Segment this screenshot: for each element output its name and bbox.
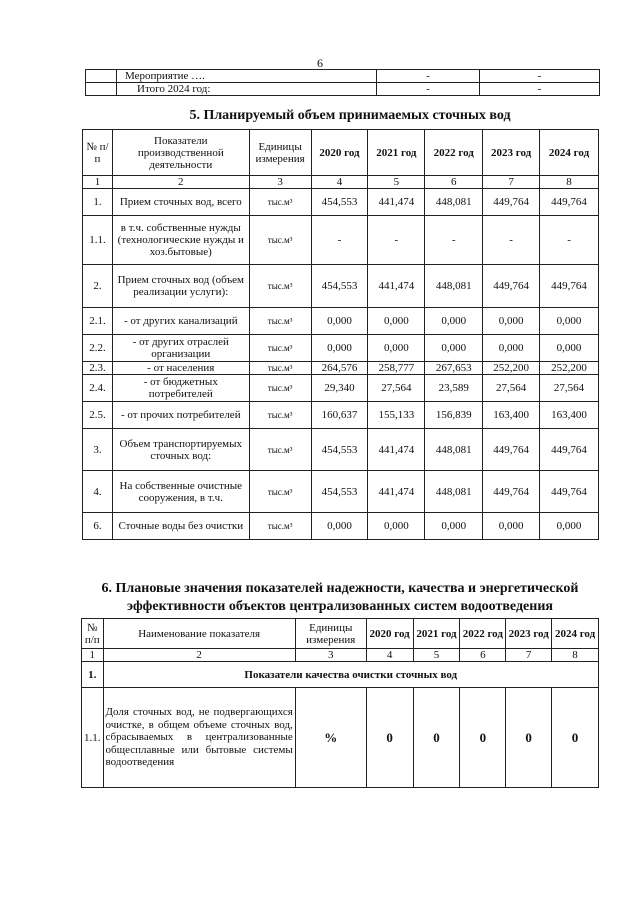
row-value: 0,000 xyxy=(540,335,599,362)
row-num: 1.1. xyxy=(83,216,113,265)
row-value: 0,000 xyxy=(425,513,483,540)
row-unit: % xyxy=(295,688,366,788)
table-row xyxy=(83,265,599,308)
row-value: 0,000 xyxy=(425,308,483,335)
row-unit: тыс.м³ xyxy=(249,513,311,540)
header-year: 2020 год xyxy=(311,130,368,176)
row-value: 160,637 xyxy=(311,402,368,429)
row-value: 258,777 xyxy=(368,362,425,375)
row-value: 264,576 xyxy=(311,362,368,375)
header-year: 2023 год xyxy=(506,619,552,649)
row-num: 2.3. xyxy=(83,362,113,375)
row-unit: тыс.м³ xyxy=(249,362,311,375)
row-value: 163,400 xyxy=(540,402,599,429)
row-value: - xyxy=(368,216,425,265)
row-name: Сточные воды без очистки xyxy=(112,513,249,540)
row-num: 1.1. xyxy=(82,688,104,788)
table-cell: - xyxy=(377,70,480,83)
table-row xyxy=(86,70,600,83)
col-number: 5 xyxy=(413,649,460,662)
row-value: 252,200 xyxy=(540,362,599,375)
row-value: 441,474 xyxy=(368,471,425,513)
row-name: - от других канализаций xyxy=(112,308,249,335)
row-value: 0 xyxy=(413,688,460,788)
page-number: 6 xyxy=(317,56,323,70)
row-value: 0,000 xyxy=(483,513,540,540)
row-unit: тыс.м³ xyxy=(249,308,311,335)
row-value: 267,653 xyxy=(425,362,483,375)
row-name: - от других отраслей организации xyxy=(112,335,249,362)
row-value: 449,764 xyxy=(540,265,599,308)
row-name: На собственные очистные сооружения, в т.ч. xyxy=(112,471,249,513)
row-value: 0,000 xyxy=(425,335,483,362)
row-value: 0,000 xyxy=(311,513,368,540)
column-number-row xyxy=(82,649,599,662)
row-name: Объем транспортируемых сточных вод: xyxy=(112,429,249,471)
row-num: 1. xyxy=(83,189,113,216)
header-unit: Единицы измерения xyxy=(249,130,311,176)
row-value: 448,081 xyxy=(425,471,483,513)
row-unit: тыс.м³ xyxy=(249,335,311,362)
header-year: 2023 год xyxy=(483,130,540,176)
row-value: 0,000 xyxy=(540,513,599,540)
row-value: 449,764 xyxy=(483,189,540,216)
header-unit: Единицы измерения xyxy=(295,619,366,649)
row-value: 441,474 xyxy=(368,189,425,216)
col-number: 2 xyxy=(112,176,249,189)
row-unit: тыс.м³ xyxy=(249,471,311,513)
row-value: 441,474 xyxy=(368,265,425,308)
section6-table xyxy=(81,618,599,788)
col-number: 3 xyxy=(295,649,366,662)
col-number: 2 xyxy=(103,649,295,662)
row-value: 449,764 xyxy=(540,471,599,513)
table-cell: - xyxy=(480,70,600,83)
row-num: 6. xyxy=(83,513,113,540)
col-number: 4 xyxy=(366,649,413,662)
row-name: в т.ч. собственные нужды (технологические нужды и хоз.бытовые) xyxy=(112,216,249,265)
table-cell: Мероприятие …. xyxy=(117,70,377,83)
row-num: 2. xyxy=(83,265,113,308)
row-value: 27,564 xyxy=(540,375,599,402)
table-row xyxy=(83,362,599,375)
row-value: 0,000 xyxy=(311,308,368,335)
row-value: 0,000 xyxy=(368,308,425,335)
col-number: 8 xyxy=(540,176,599,189)
col-number: 3 xyxy=(249,176,311,189)
header-row xyxy=(82,619,599,649)
row-name: Прием сточных вод (объем реализации услуги): xyxy=(112,265,249,308)
section5-title: 5. Планируемый объем принимаемых сточных вод xyxy=(189,108,511,123)
row-value: 448,081 xyxy=(425,189,483,216)
table-cell: - xyxy=(480,83,600,96)
row-value: 0,000 xyxy=(368,513,425,540)
row-num: 2.1. xyxy=(83,308,113,335)
table-row xyxy=(86,83,600,96)
row-value: - xyxy=(540,216,599,265)
row-unit: тыс.м³ xyxy=(249,429,311,471)
row-num: 2.4. xyxy=(83,375,113,402)
group-row xyxy=(82,662,599,688)
row-value: 454,553 xyxy=(311,429,368,471)
row-value: 449,764 xyxy=(540,429,599,471)
column-number-row xyxy=(83,176,599,189)
row-unit: тыс.м³ xyxy=(249,216,311,265)
header-year: 2022 год xyxy=(460,619,506,649)
row-name: - от прочих потребителей xyxy=(112,402,249,429)
row-value: - xyxy=(483,216,540,265)
row-value: 0 xyxy=(552,688,599,788)
row-name: - от бюджетных потребителей xyxy=(112,375,249,402)
row-value: 454,553 xyxy=(311,189,368,216)
row-name: - от населения xyxy=(112,362,249,375)
row-value: 448,081 xyxy=(425,265,483,308)
header-indicator: Наименование показателя xyxy=(103,619,295,649)
table-cell xyxy=(86,70,117,83)
table-row xyxy=(83,402,599,429)
top-table xyxy=(85,69,600,96)
row-value: 449,764 xyxy=(483,265,540,308)
row-value: 0 xyxy=(506,688,552,788)
col-number: 7 xyxy=(506,649,552,662)
header-num: № п/п xyxy=(82,619,104,649)
table-row xyxy=(83,335,599,362)
header-indicator: Показатели производственной деятельности xyxy=(112,130,249,176)
row-value: 0 xyxy=(460,688,506,788)
row-value: 0,000 xyxy=(483,308,540,335)
row-value: 454,553 xyxy=(311,471,368,513)
col-number: 5 xyxy=(368,176,425,189)
row-value: 0,000 xyxy=(311,335,368,362)
header-year: 2024 год xyxy=(552,619,599,649)
header-year: 2022 год xyxy=(425,130,483,176)
table-cell xyxy=(86,83,117,96)
row-value: 0,000 xyxy=(368,335,425,362)
row-value: 163,400 xyxy=(483,402,540,429)
header-year: 2020 год xyxy=(366,619,413,649)
group-num: 1. xyxy=(82,662,104,688)
row-value: 155,133 xyxy=(368,402,425,429)
row-value: 448,081 xyxy=(425,429,483,471)
row-name: Прием сточных вод, всего xyxy=(112,189,249,216)
row-unit: тыс.м³ xyxy=(249,189,311,216)
header-year: 2021 год xyxy=(413,619,460,649)
table-cell: Итого 2024 год: xyxy=(117,83,377,96)
row-value: - xyxy=(425,216,483,265)
row-unit: тыс.м³ xyxy=(249,265,311,308)
row-num: 2.2. xyxy=(83,335,113,362)
table-row xyxy=(83,375,599,402)
col-number: 6 xyxy=(460,649,506,662)
table-row xyxy=(83,216,599,265)
table-row xyxy=(83,513,599,540)
row-unit: тыс.м³ xyxy=(249,375,311,402)
section5-table xyxy=(82,129,599,540)
header-year: 2021 год xyxy=(368,130,425,176)
row-value: 27,564 xyxy=(368,375,425,402)
row-num: 3. xyxy=(83,429,113,471)
row-unit: тыс.м³ xyxy=(249,402,311,429)
table-row xyxy=(82,688,599,788)
row-value: 0,000 xyxy=(483,335,540,362)
row-num: 2.5. xyxy=(83,402,113,429)
col-number: 1 xyxy=(83,176,113,189)
col-number: 4 xyxy=(311,176,368,189)
table-row xyxy=(83,471,599,513)
row-value: 0 xyxy=(366,688,413,788)
row-value: 449,764 xyxy=(540,189,599,216)
col-number: 1 xyxy=(82,649,104,662)
header-year: 2024 год xyxy=(540,130,599,176)
row-name: Доля сточных вод, не подвергающихся очистке, в общем объеме сточных вод, сбрасываемых в централизованные общесплавные или бытовые системы водоотведения xyxy=(103,688,295,788)
table-row xyxy=(83,308,599,335)
col-number: 6 xyxy=(425,176,483,189)
row-value: 156,839 xyxy=(425,402,483,429)
row-value: - xyxy=(311,216,368,265)
header-row xyxy=(83,130,599,176)
row-value: 449,764 xyxy=(483,429,540,471)
row-value: 29,340 xyxy=(311,375,368,402)
row-value: 441,474 xyxy=(368,429,425,471)
table-cell: - xyxy=(377,83,480,96)
row-num: 4. xyxy=(83,471,113,513)
row-value: 454,553 xyxy=(311,265,368,308)
row-value: 27,564 xyxy=(483,375,540,402)
section6-title: 6. Плановые значения показателей надежности, качества и энергетической эффективности объектов централизованных систем водоотведения xyxy=(101,581,579,614)
col-number: 8 xyxy=(552,649,599,662)
row-value: 449,764 xyxy=(483,471,540,513)
row-value: 252,200 xyxy=(483,362,540,375)
group-title: Показатели качества очистки сточных вод xyxy=(103,662,599,688)
table-row xyxy=(83,429,599,471)
header-num: № п/п xyxy=(83,130,113,176)
row-value: 23,589 xyxy=(425,375,483,402)
table-row xyxy=(83,189,599,216)
col-number: 7 xyxy=(483,176,540,189)
row-value: 0,000 xyxy=(540,308,599,335)
